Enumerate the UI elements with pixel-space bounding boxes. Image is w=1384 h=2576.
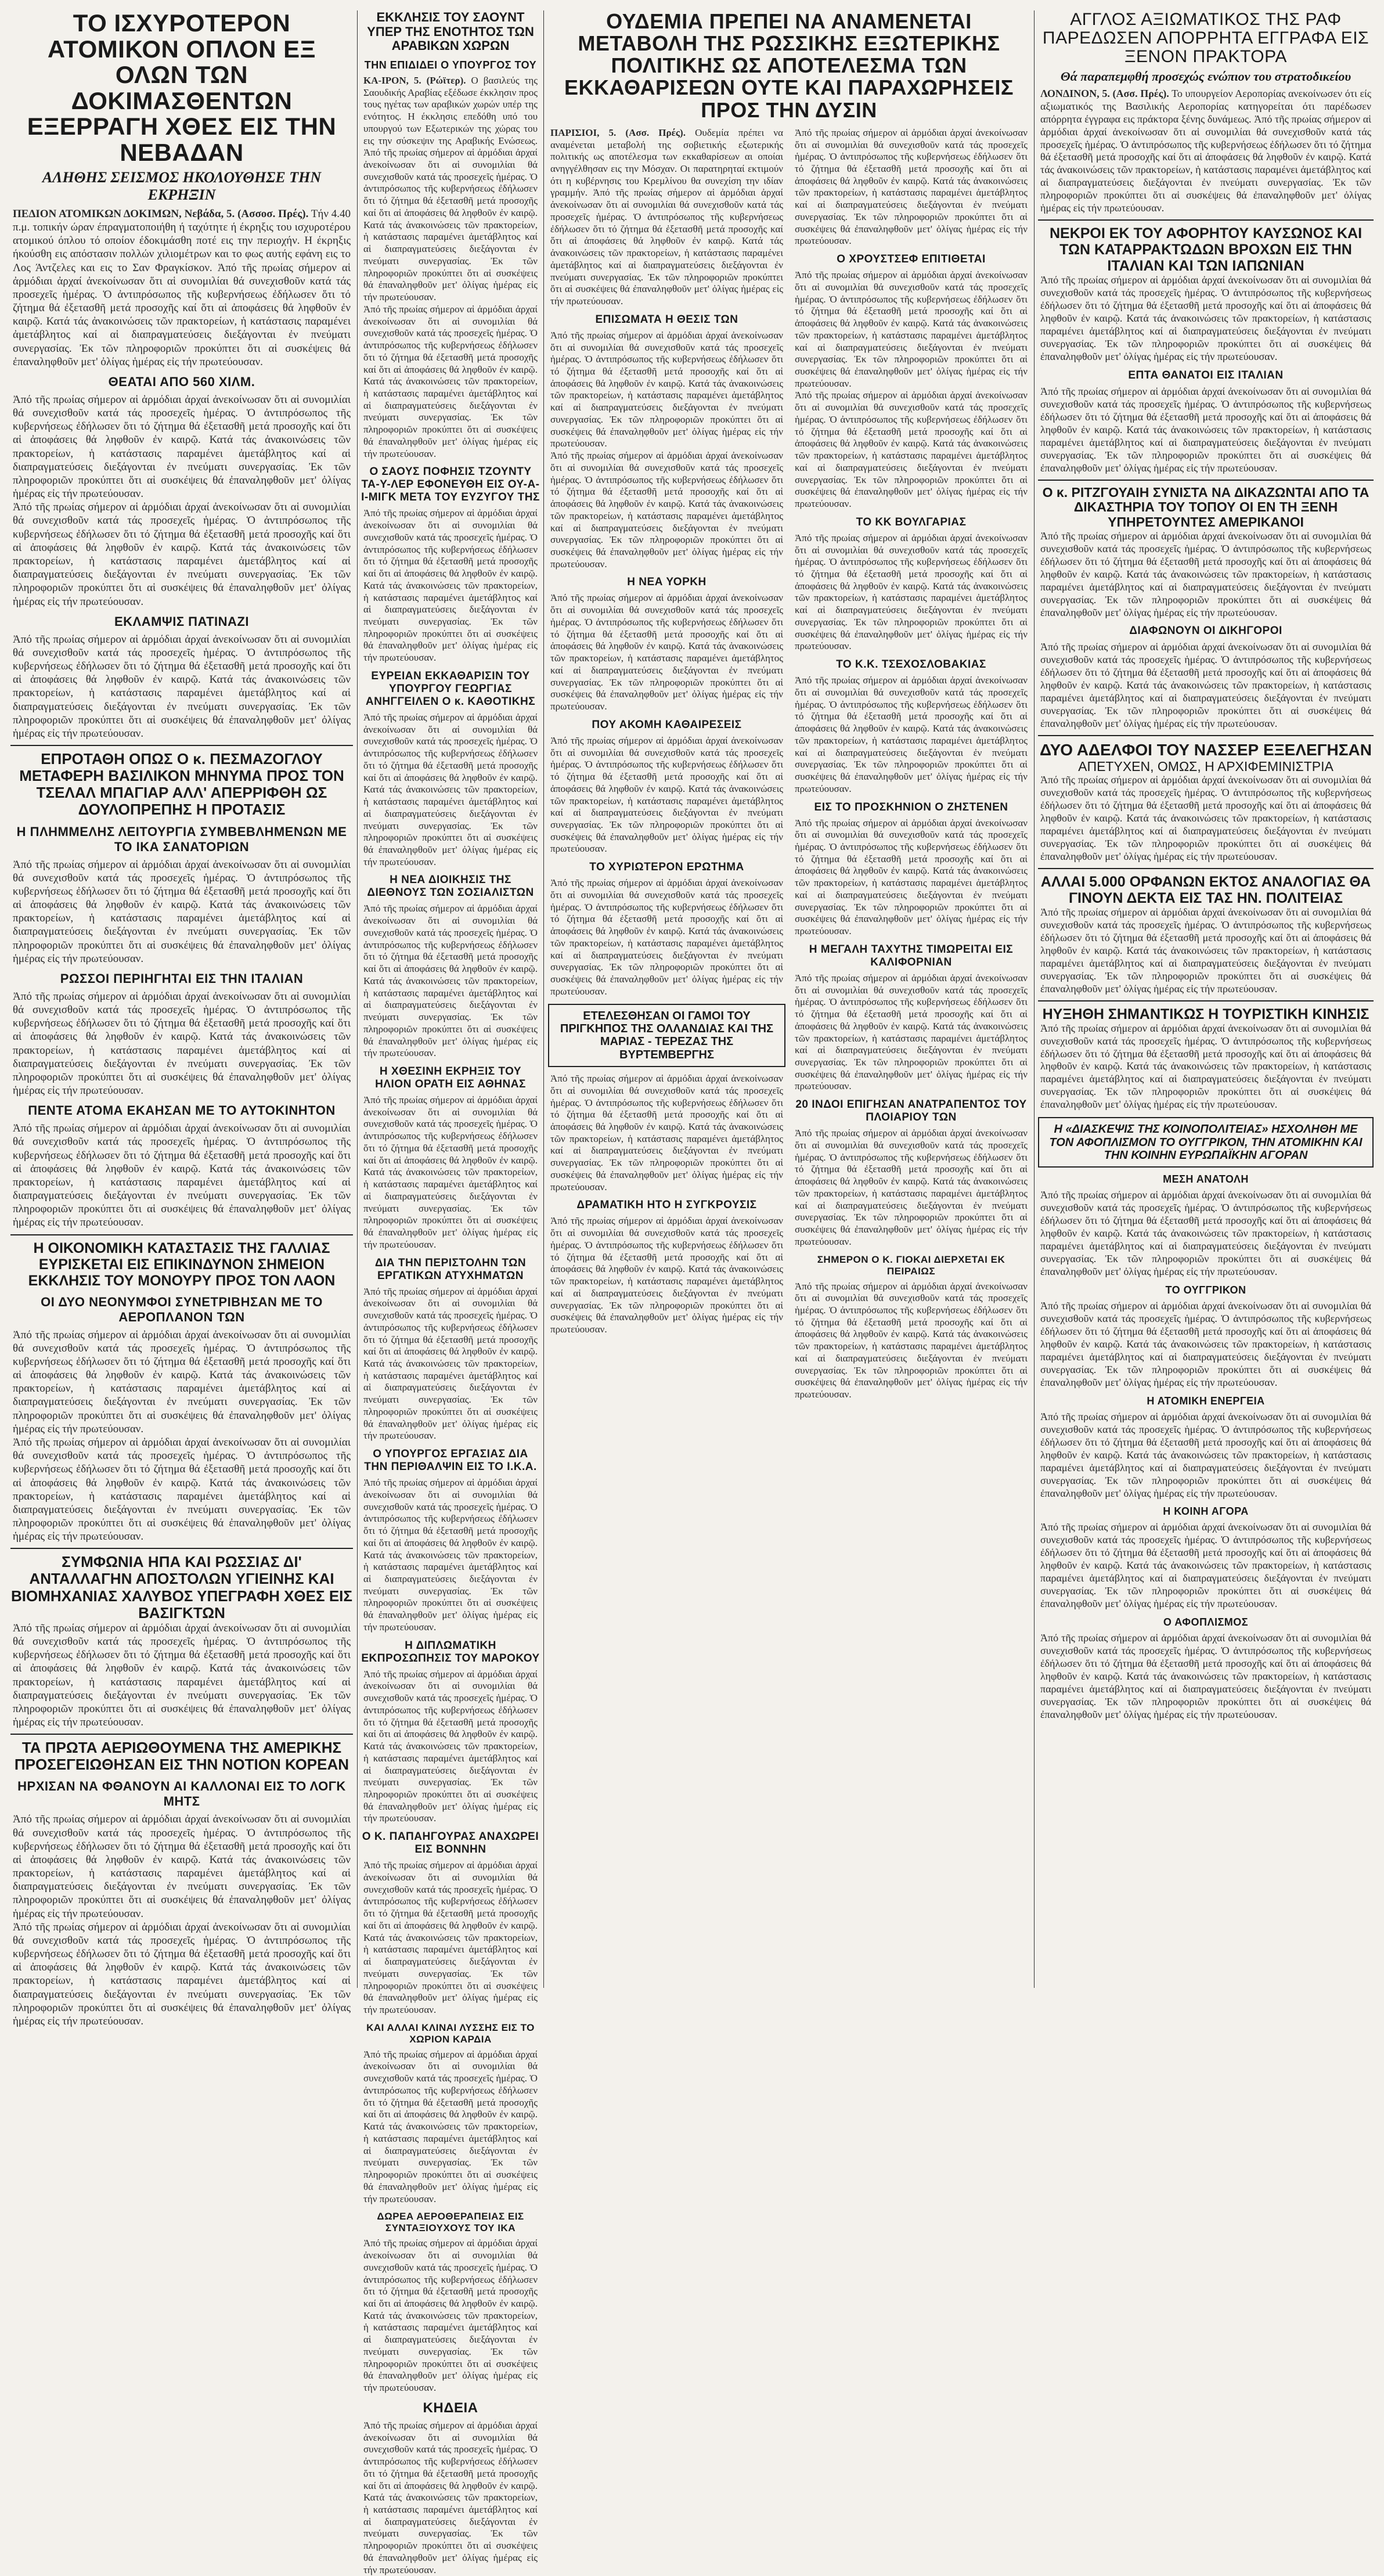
section-heading: ΤΗΝ ΕΠΙΔΙΔΕΙ Ο ΥΠΟΥΡΓΟΣ ΤΟΥ <box>364 59 537 71</box>
headline-raf: ΑΓΓΛΟΣ ΑΞΙΩΜΑΤΙΚΟΣ ΤΗΣ ΡΑΦ ΠΑΡΕΔΩΣΕΝ ΑΠΟΡΡΗΤΑ ΕΓΓΡΑΦΑ ΕΙΣ ΞΕΝΟΝ ΠΡΑΚΤΟΡΑ <box>1042 10 1369 66</box>
section-heading: Ο Κ. ΠΑΠΑΗΓΟΥΡΑΣ ΑΝΑΧΩΡΕΙ ΕΙΣ ΒΟΝΝΗΝ <box>362 1831 539 1856</box>
section-heading: ΔΡΑΜΑΤΙΚΗ ΗΤΟ Η ΣΥΓΚΡΟΥΣΙΣ <box>576 1199 757 1212</box>
article-body: Ἀπό τῆς πρωίας σήμερον αἱ ἀρμόδιαι ἀρχαί ἀνεκοίνωσαν ὅτι αἱ συνομιλίαι θά συνεχισθοῦν κατά τάς προσεχεῖς ἡμέρας. Ὁ ἀντιπρόσωπος τῆς κυβερνήσεως ἐδήλωσεν ὅτι τό ζήτημα θά ἐξετασθῆ μετά προσοχῆς καί ὅτι αἱ ἀποφάσεις θά ληφθοῦν ἐν καιρῷ. Κατά τάς ἀνακοινώσεις τῶν πρακτορείων, ἡ κατάστασις παραμένει ἀμετάβλητος καί αἱ διαπραγματεύσεις διεξάγονται ἐν πνεύματι συνεργασίας. Ἐκ τῶν πληροφοριῶν προκύπτει ὅτι αἱ συσκέψεις θά ἐπαναληφθοῦν μετ' ὀλίγας ἡμέρας εἰς τήν πρωτεύουσαν. <box>1040 385 1371 474</box>
section-heading: Η ΔΙΠΛΩΜΑΤΙΚΗ ΕΚΠΡΟΣΩΠΗΣΙΣ ΤΟΥ ΜΑΡΟΚΟΥ <box>361 1639 540 1665</box>
boxed-article-commonwealth: Η «ΔΙΑΣΚΕΨΙΣ ΤΗΣ ΚΟΙΝΟΠΟΛΙΤΕΙΑΣ» ΗΣΧΟΛΗΘΗ ΜΕ ΤΟΝ ΑΦΟΠΛΙΣΜΟΝ ΤΟ ΟΥΓΓΡΙΚΟΝ, ΤΗΝ ΑΤΟΜΙΚΗΝ ΚΑΙ ΤΗΝ ΚΟΙΝΗΝ ΕΥΡΩΠΑΪΚΗΝ ΑΓΟΡΑΝ <box>1038 1117 1374 1168</box>
section-heading: Ο ΧΡΟΥΣΤΣΕΦ ΕΠΙΤΙΘΕΤΑΙ <box>837 253 986 266</box>
section-heading: ΔΙΑΦΩΝΟΥΝ ΟΙ ΔΙΚΗΓΟΡΟΙ <box>1129 625 1282 637</box>
article-body: Ἀπό τῆς πρωίας σήμερον αἱ ἀρμόδιαι ἀρχαί ἀνεκοίνωσαν ὅτι αἱ συνομιλίαι θά συνεχισθοῦν κατά τάς προσεχεῖς ἡμέρας. Ὁ ἀντιπρόσωπος τῆς κυβερνήσεως ἐδήλωσεν ὅτι τό ζήτημα θά ἐξετασθῆ μετά προσοχῆς καί ὅτι αἱ ἀποφάσεις θά ληφθοῦν ἐν καιρῷ. Κατά τάς ἀνακοινώσεις τῶν πρακτορείων, ἡ κατάστασις παραμένει ἀμετάβλητος καί αἱ διαπραγματεύσεις διεξάγονται ἐν πνεύματι συνεργασίας. Ἐκ τῶν πληροφοριῶν προκύπτει ὅτι αἱ συσκέψεις θά ἐπαναληφθοῦν μετ' ὀλίγας ἡμέρας εἰς τήν πρωτεύουσαν. <box>795 675 1028 794</box>
article-body: Ἀπό τῆς πρωίας σήμερον αἱ ἀρμόδιαι ἀρχαί ἀνεκοίνωσαν ὅτι αἱ συνομιλίαι θά συνεχισθοῦν κατά τάς προσεχεῖς ἡμέρας. Ὁ ἀντιπρόσωπος τῆς κυβερνήσεως ἐδήλωσεν ὅτι τό ζήτημα θά ἐξετασθῆ μετά προσοχῆς καί ὅτι αἱ ἀποφάσεις θά ληφθοῦν ἐν καιρῷ. Κατά τάς ἀνακοινώσεις τῶν πρακτορείων, ἡ κατάστασις παραμένει ἀμετάβλητος καί αἱ διαπραγματεύσεις διεξάγονται ἐν πνεύματι συνεργασίας. Ἐκ τῶν πληροφοριῶν προκύπτει ὅτι αἱ συσκέψεις θά ἐπαναληφθοῦν μετ' ὀλίγας ἡμέρας εἰς τήν πρωτεύουσαν. <box>550 734 783 855</box>
article-body: Ἀπό τῆς πρωίας σήμερον αἱ ἀρμόδιαι ἀρχαί ἀνεκοίνωσαν ὅτι αἱ συνομιλίαι θά συνεχισθοῦν κατά τάς προσεχεῖς ἡμέρας. Ὁ ἀντιπρόσωπος τῆς κυβερνήσεως ἐδήλωσεν ὅτι τό ζήτημα θά ἐξετασθῆ μετά προσοχῆς καί ὅτι αἱ ἀποφάσεις θά ληφθοῦν ἐν καιρῷ. Κατά τάς ἀνακοινώσεις τῶν πρακτορείων, ἡ κατάστασις παραμένει ἀμετάβλητος καί αἱ διαπραγματεύσεις διεξάγονται ἐν πνεύματι συνεργασίας. Ἐκ τῶν πληροφοριῶν προκύπτει ὅτι αἱ συσκέψεις θά ἐπαναληφθοῦν μετ' ὀλίγας ἡμέρας εἰς τήν πρωτεύουσαν. <box>795 127 1028 247</box>
article-body: Ἀπό τῆς πρωίας σήμερον αἱ ἀρμόδιαι ἀρχαί ἀνεκοίνωσαν ὅτι αἱ συνομιλίαι θά συνεχισθοῦν κατά τάς προσεχεῖς ἡμέρας. Ὁ ἀντιπρόσωπος τῆς κυβερνήσεως ἐδήλωσεν ὅτι τό ζήτημα θά ἐξετασθῆ μετά προσοχῆς καί ὅτι αἱ ἀποφάσεις θά ληφθοῦν ἐν καιρῷ. Κατά τάς ἀνακοινώσεις τῶν πρακτορείων, ἡ κατάστασις παραμένει ἀμετάβλητος καί αἱ διαπραγματεύσεις διεξάγονται ἐν πνεύματι συνεργασίας. Ἐκ τῶν πληροφοριῶν προκύπτει ὅτι αἱ συσκέψεις θά ἐπαναληφθοῦν μετ' ὀλίγας ἡμέρας εἰς τήν πρωτεύουσαν. <box>795 269 1028 389</box>
article-body: Ἀπό τῆς πρωίας σήμερον αἱ ἀρμόδιαι ἀρχαί ἀνεκοίνωσαν ὅτι αἱ συνομιλίαι θά συνεχισθοῦν κατά τάς προσεχεῖς ἡμέρας. Ὁ ἀντιπρόσωπος τῆς κυβερνήσεως ἐδήλωσεν ὅτι τό ζήτημα θά ἐξετασθῆ μετά προσοχῆς καί ὅτι αἱ ἀποφάσεις θά ληφθοῦν ἐν καιρῷ. Κατά τάς ἀνακοινώσεις τῶν πρακτορείων, ἡ κατάστασις παραμένει ἀμετάβλητος καί αἱ διαπραγματεύσεις διεξάγονται ἐν πνεύματι συνεργασίας. Ἐκ τῶν πληροφοριῶν προκύπτει ὅτι αἱ συσκέψεις θά ἐπαναληφθοῦν μετ' ὀλίγας ἡμέρας εἰς τήν πρωτεύουσαν. <box>795 1280 1028 1400</box>
headline-russian-policy: ΟΥΔΕΜΙΑ ΠΡΕΠΕΙ ΝΑ ΑΝΑΜΕΝΕΤΑΙ ΜΕΤΑΒΟΛΗ ΤΗΣ ΡΩΣΣΙΚΗΣ ΕΞΩΤΕΡΙΚΗΣ ΠΟΛΙΤΙΚΗΣ ΩΣ ΑΠΟΤΕΛΕΣΜΑ ΤΩΝ ΕΚΚΑΘΑΡΙΣΕΩΝ ΟΥΤΕ ΚΑΙ ΠΑΡΑΧΩΡΗΣΕΙΣ ΠΡΟΣ ΤΗΝ ΔΥΣΙΝ <box>564 9 1014 122</box>
headline-heatwave: ΝΕΚΡΟΙ ΕΚ ΤΟΥ ΑΦΟΡΗΤΟΥ ΚΑΥΣΩΝΟΣ ΚΑΙ ΤΩΝ ΚΑΤΑΡΡΑΚΤΩΔΩΝ ΒΡΟΧΩΝ ΕΙΣ ΤΗΝ ΙΤΑΛΙΑΝ ΚΑΙ ΤΩΝ ΙΑΠΩΝΙΑΝ <box>1049 225 1363 275</box>
section-heading: ΤΟ ΟΥΓΓΡΙΚΟΝ <box>1165 1284 1246 1296</box>
article-body: Ἀπό τῆς πρωίας σήμερον αἱ ἀρμόδιαι ἀρχαί ἀνεκοίνωσαν ὅτι αἱ συνομιλίαι θά συνεχισθοῦν κατά τάς προσεχεῖς ἡμέρας. Ὁ ἀντιπρόσωπος τῆς κυβερνήσεως ἐδήλωσεν ὅτι τό ζήτημα θά ἐξετασθῆ μετά προσοχῆς καί ὅτι αἱ ἀποφάσεις θά ληφθοῦν ἐν καιρῷ. Κατά τάς ἀνακοινώσεις τῶν πρακτορείων, ἡ κατάστασις παραμένει ἀμετάβλητος καί αἱ διαπραγματεύσεις διεξάγονται ἐν πνεύματι συνεργασίας. Ἐκ τῶν πληροφοριῶν προκύπτει ὅτι αἱ συσκέψεις θά ἐπαναληφθοῦν μετ' ὀλίγας ἡμέρας εἰς τήν πρωτεύουσαν. <box>363 2048 538 2204</box>
article-body: Ἀπό τῆς πρωίας σήμερον αἱ ἀρμόδιαι ἀρχαί ἀνεκοίνωσαν ὅτι αἱ συνομιλίαι θά συνεχισθοῦν κατά τάς προσεχεῖς ἡμέρας. Ὁ ἀντιπρόσωπος τῆς κυβερνήσεως ἐδήλωσεν ὅτι τό ζήτημα θά ἐξετασθῆ μετά προσοχῆς καί ὅτι αἱ ἀποφάσεις θά ληφθοῦν ἐν καιρῷ. Κατά τάς ἀνακοινώσεις τῶν πρακτορείων, ἡ κατάστασις παραμένει ἀμετάβλητος καί αἱ διαπραγματεύσεις διεξάγονται ἐν πνεύματι συνεργασίας. Ἐκ τῶν πληροφοριῶν προκύπτει ὅτι αἱ συσκέψεις θά ἐπαναληφθοῦν μετ' ὀλίγας ἡμέρας εἰς τήν πρωτεύουσαν. <box>363 1477 538 1633</box>
section-heading: ΕΚΛΑΜΨΙΣ ΠΑΤΙΝΑΖΙ <box>114 614 249 629</box>
headline-atomic: ΤΟ ΙΣΧΥΡΟΤΕΡΟΝ ΑΤΟΜΙΚΟΝ ΟΠΛΟΝ ΕΞ ΟΛΩΝ ΤΩΝ ΔΟΚΙΜΑΣΘΕΝΤΩΝ ΕΞΕΡΡΑΓΗ ΧΘΕΣ ΕΙΣ ΤΗΝ ΝΕΒΑΔΑΝ <box>27 9 337 166</box>
headline-tourism: ΗΥΞΗΘΗ ΣΗΜΑΝΤΙΚΩΣ Η ΤΟΥΡΙΣΤΙΚΗ ΚΙΝΗΣΙΣ <box>1042 1006 1369 1022</box>
article-body: Ἀπό τῆς πρωίας σήμερον αἱ ἀρμόδιαι ἀρχαί ἀνεκοίνωσαν ὅτι αἱ συνομιλίαι θά συνεχισθοῦν κατά τάς προσεχεῖς ἡμέρας. Ὁ ἀντιπρόσωπος τῆς κυβερνήσεως ἐδήλωσεν ὅτι τό ζήτημα θά ἐξετασθῆ μετά προσοχῆς καί ὅτι αἱ ἀποφάσεις θά ληφθοῦν ἐν καιρῷ. Κατά τάς ἀνακοινώσεις τῶν πρακτορείων, ἡ κατάστασις παραμένει ἀμετάβλητος καί αἱ διαπραγματεύσεις διεξάγονται ἐν πνεύματι συνεργασίας. Ἐκ τῶν πληροφοριῶν προκύπτει ὅτι αἱ συσκέψεις θά ἐπαναληφθοῦν μετ' ὀλίγας ἡμέρας εἰς τήν πρωτεύουσαν. <box>363 303 538 459</box>
article-body: Ἀπό τῆς πρωίας σήμερον αἱ ἀρμόδιαι ἀρχαί ἀνεκοίνωσαν ὅτι αἱ συνομιλίαι θά συνεχισθοῦν κατά τάς προσεχεῖς ἡμέρας. Ὁ ἀντιπρόσωπος τῆς κυβερνήσεως ἐδήλωσεν ὅτι τό ζήτημα θά ἐξετασθῆ μετά προσοχῆς καί ὅτι αἱ ἀποφάσεις θά ληφθοῦν ἐν καιρῷ. Κατά τάς ἀνακοινώσεις τῶν πρακτορείων, ἡ κατάστασις παραμένει ἀμετάβλητος καί αἱ διαπραγματεύσεις διεξάγονται ἐν πνεύματι συνεργασίας. Ἐκ τῶν πληροφοριῶν προκύπτει ὅτι αἱ συσκέψεις θά ἐπαναληφθοῦν μετ' ὀλίγας ἡμέρας εἰς τήν πρωτεύουσαν. <box>13 1122 351 1229</box>
section-heading: 20 ΙΝΔΟΙ ΕΠΙΓΗΣΑΝ ΑΝΑΤΡΑΠΕΝΤΟΣ ΤΟΥ ΠΛΟΙΑΡΙΟΥ ΤΩΝ <box>795 1098 1027 1124</box>
section-heading: Ο ΣΑΟΥΣ ΠΟΦΗΣΙΣ ΤΖΟΥΝΤΥ ΤΑ-Υ-ΛΕΡ ΕΦΟΝΕΥΘΗ ΕΙΣ ΟΥ-Α-Ι-ΜΙΓΚ ΜΕΤΑ ΤΟΥ ΕΥΖΥΓΟΥ ΤΗΣ <box>361 466 540 504</box>
section-heading: ΠΟΥ ΑΚΟΜΗ ΚΑΘΑΙΡΕΣΕΙΣ <box>592 718 742 731</box>
column-1 <box>10 9 353 2027</box>
article-body: ΚΑ-ΙΡΟΝ, 5. (Ρώϊτερ). Ο βασιλεύς της Σαουδικής Αραβίας εξέδωσε έκκλησιν προς τους ηγέτας των αραβικών χωρών υπέρ της ενότητος. Η έκκλησις επεδόθη υπό του υπουργού των Εξωτερικών της χώρας του εις την σύσκεψιν της Αραβικής Ενώσεως. Ἀπό τῆς πρωίας σήμερον αἱ ἀρμόδιαι ἀρχαί ἀνεκοίνωσαν ὅτι αἱ συνομιλίαι θά συνεχισθοῦν κατά τάς προσεχεῖς ἡμέρας. Ὁ ἀντιπρόσωπος τῆς κυβερνήσεως ἐδήλωσεν ὅτι τό ζήτημα θά ἐξετασθῆ μετά προσοχῆς καί ὅτι αἱ ἀποφάσεις θά ληφθοῦν ἐν καιρῷ. Κατά τάς ἀνακοινώσεις τῶν πρακτορείων, ἡ κατάστασις παραμένει ἀμετάβλητος καί αἱ διαπραγματεύσεις διεξάγονται ἐν πνεύματι συνεργασίας. Ἐκ τῶν πληροφοριῶν προκύπτει ὅτι αἱ συσκέψεις θά ἐπαναληφθοῦν μετ' ὀλίγας ἡμέρας εἰς τήν πρωτεύουσαν. <box>363 74 538 303</box>
section-heading: ΘΕΑΤΑΙ ΑΠΟ 560 ΧΙΛΜ. <box>108 374 255 389</box>
article-body: Ἀπό τῆς πρωίας σήμερον αἱ ἀρμόδιαι ἀρχαί ἀνεκοίνωσαν ὅτι αἱ συνομιλίαι θά συνεχισθοῦν κατά τάς προσεχεῖς ἡμέρας. Ὁ ἀντιπρόσωπος τῆς κυβερνήσεως ἐδήλωσεν ὅτι τό ζήτημα θά ἐξετασθῆ μετά προσοχῆς καί ὅτι αἱ ἀποφάσεις θά ληφθοῦν ἐν καιρῷ. Κατά τάς ἀνακοινώσεις τῶν πρακτορείων, ἡ κατάστασις παραμένει ἀμετάβλητος καί αἱ διαπραγματεύσεις διεξάγονται ἐν πνεύματι συνεργασίας. Ἐκ τῶν πληροφοριῶν προκύπτει ὅτι αἱ συσκέψεις θά ἐπαναληφθοῦν μετ' ὀλίγας ἡμέρας εἰς τήν πρωτεύουσαν. <box>363 1285 538 1442</box>
section-heading: ΡΩΣΣΟΙ ΠΕΡΙΗΓΗΤΑΙ ΕΙΣ ΤΗΝ ΙΤΑΛΙΑΝ <box>60 971 304 986</box>
column-rule <box>357 10 358 1988</box>
article-body: Ἀπό τῆς πρωίας σήμερον αἱ ἀρμόδιαι ἀρχαί ἀνεκοίνωσαν ὅτι αἱ συνομιλίαι θά συνεχισθοῦν κατά τάς προσεχεῖς ἡμέρας. Ὁ ἀντιπρόσωπος τῆς κυβερνήσεως ἐδήλωσεν ὅτι τό ζήτημα θά ἐξετασθῆ μετά προσοχῆς καί ὅτι αἱ ἀποφάσεις θά ληφθοῦν ἐν καιρῷ. Κατά τάς ἀνακοινώσεις τῶν πρακτορείων, ἡ κατάστασις παραμένει ἀμετάβλητος καί αἱ διαπραγματεύσεις διεξάγονται ἐν πνεύματι συνεργασίας. Ἐκ τῶν πληροφοριῶν προκύπτει ὅτι αἱ συσκέψεις θά ἐπαναληφθοῦν μετ' ὀλίγας ἡμέρας εἰς τήν πρωτεύουσαν. <box>795 390 1028 510</box>
article-body: ΛΟΝΔΙΝΟΝ, 5. (Ασσ. Πρές). Το υπουργείον Αεροπορίας ανεκοίνωσεν ότι είς αξιωματικός της Βασιλικής Αεροπορίας κατηγορείται ότι παρέδωσεν απόρρητα έγγραφα εις πράκτορα ξένης δυνάμεως. Ἀπό τῆς πρωίας σήμερον αἱ ἀρμόδιαι ἀρχαί ἀνεκοίνωσαν ὅτι αἱ συνομιλίαι θά συνεχισθοῦν κατά τάς προσεχεῖς ἡμέρας. Ὁ ἀντιπρόσωπος τῆς κυβερνήσεως ἐδήλωσεν ὅτι τό ζήτημα θά ἐξετασθῆ μετά προσοχῆς καί ὅτι αἱ ἀποφάσεις θά ληφθοῦν ἐν καιρῷ. Κατά τάς ἀνακοινώσεις τῶν πρακτορείων, ἡ κατάστασις παραμένει ἀμετάβλητος καί αἱ διαπραγματεύσεις διεξάγονται ἐν πνεύματι συνεργασίας. Ἐκ τῶν πληροφοριῶν προκύπτει ὅτι αἱ συσκέψεις θά ἐπαναληφθοῦν μετ' ὀλίγας ἡμέρας εἰς τήν πρωτεύουσαν. <box>1040 87 1372 214</box>
article-body: Ἀπό τῆς πρωίας σήμερον αἱ ἀρμόδιαι ἀρχαί ἀνεκοίνωσαν ὅτι αἱ συνομιλίαι θά συνεχισθοῦν κατά τάς προσεχεῖς ἡμέρας. Ὁ ἀντιπρόσωπος τῆς κυβερνήσεως ἐδήλωσεν ὅτι τό ζήτημα θά ἐξετασθῆ μετά προσοχῆς καί ὅτι αἱ ἀποφάσεις θά ληφθοῦν ἐν καιρῷ. Κατά τάς ἀνακοινώσεις τῶν πρακτορείων, ἡ κατάστασις παραμένει ἀμετάβλητος καί αἱ διαπραγματεύσεις διεξάγονται ἐν πνεύματι συνεργασίας. Ἐκ τῶν πληροφοριῶν προκύπτει ὅτι αἱ συσκέψεις θά ἐπαναληφθοῦν μετ' ὀλίγας ἡμέρας εἰς τήν πρωτεύουσαν. <box>13 858 351 965</box>
section-heading: Η ΚΟΙΝΗ ΑΓΟΡΑ <box>1163 1505 1249 1518</box>
column-3 <box>548 10 1030 1988</box>
headline-ridgway: Ο κ. ΡΙΤΖΓΟΥΑΙΗ ΣΥΝΙΣΤΑ ΝΑ ΔΙΚΑΖΩΝΤΑΙ ΑΠΟ ΤΑ ΔΙΚΑΣΤΗΡΙΑ ΤΟΥ ΤΟΠΟΥ ΟΙ ΕΝ ΤΗ ΞΕΝΗ ΥΠΗΡΕΤΟΥΝΤΕΣ ΑΜΕΡΙΚΑΝΟΙ <box>1042 484 1369 530</box>
article-body: Ἀπό τῆς πρωίας σήμερον αἱ ἀρμόδιαι ἀρχαί ἀνεκοίνωσαν ὅτι αἱ συνομιλίαι θά συνεχισθοῦν κατά τάς προσεχεῖς ἡμέρας. Ὁ ἀντιπρόσωπος τῆς κυβερνήσεως ἐδήλωσεν ὅτι τό ζήτημα θά ἐξετασθῆ μετά προσοχῆς καί ὅτι αἱ ἀποφάσεις θά ληφθοῦν ἐν καιρῷ. Κατά τάς ἀνακοινώσεις τῶν πρακτορείων, ἡ κατάστασις παραμένει ἀμετάβλητος καί αἱ διαπραγματεύσεις διεξάγονται ἐν πνεύματι συνεργασίας. Ἐκ τῶν πληροφοριῶν προκύπτει ὅτι αἱ συσκέψεις θά ἐπαναληφθοῦν μετ' ὀλίγας ἡμέρας εἰς τήν πρωτεύουσαν. <box>13 633 351 740</box>
section-heading: ΚΑΙ ΑΛΛΑΙ ΚΛΙΝΑΙ ΛΥΣΣΗΣ ΕΙΣ ΤΟ ΧΩΡΙΟΝ ΚΑΡΔΙΑ <box>366 2022 535 2045</box>
section-heading: Η ΜΕΓΑΛΗ ΤΑΧΥΤΗΣ ΤΙΜΩΡΕΙΤΑΙ ΕΙΣ ΚΑΛΙΦΟΡΝΙΑΝ <box>809 943 1014 968</box>
article-body: Ἀπό τῆς πρωίας σήμερον αἱ ἀρμόδιαι ἀρχαί ἀνεκοίνωσαν ὅτι αἱ συνομιλίαι θά συνεχισθοῦν κατά τάς προσεχεῖς ἡμέρας. Ὁ ἀντιπρόσωπος τῆς κυβερνήσεως ἐδήλωσεν ὅτι τό ζήτημα θά ἐξετασθῆ μετά προσοχῆς καί ὅτι αἱ ἀποφάσεις θά ληφθοῦν ἐν καιρῷ. Κατά τάς ἀνακοινώσεις τῶν πρακτορείων, ἡ κατάστασις παραμένει ἀμετάβλητος καί αἱ διαπραγματεύσεις διεξάγονται ἐν πνεύματι συνεργασίας. Ἐκ τῶν πληροφοριῶν προκύπτει ὅτι αἱ συσκέψεις θά ἐπαναληφθοῦν μετ' ὀλίγας ἡμέρας εἰς τήν πρωτεύουσαν. <box>795 972 1028 1092</box>
subheadline-feminist: ΑΠΕΤΥΧΕΝ, ΟΜΩΣ, Η ΑΡΧΙΦΕΜΙΝΙΣΤΡΙΑ <box>1078 758 1333 774</box>
article-body: Ἀπό τῆς πρωίας σήμερον αἱ ἀρμόδιαι ἀρχαί ἀνεκοίνωσαν ὅτι αἱ συνομιλίαι θά συνεχισθοῦν κατά τάς προσεχεῖς ἡμέρας. Ὁ ἀντιπρόσωπος τῆς κυβερνήσεως ἐδήλωσεν ὅτι τό ζήτημα θά ἐξετασθῆ μετά προσοχῆς καί ὅτι αἱ ἀποφάσεις θά ληφθοῦν ἐν καιρῷ. Κατά τάς ἀνακοινώσεις τῶν πρακτορείων, ἡ κατάστασις παραμένει ἀμετάβλητος καί αἱ διαπραγματεύσεις διεξάγονται ἐν πνεύματι συνεργασίας. Ἐκ τῶν πληροφοριῶν προκύπτει ὅτι αἱ συσκέψεις θά ἐπαναληφθοῦν μετ' ὀλίγας ἡμέρας εἰς τήν πρωτεύουσαν. <box>363 507 538 664</box>
section-heading: ΜΕΣΗ ΑΝΑΤΟΛΗ <box>1163 1173 1249 1186</box>
section-heading: ΕΥΡΕΙΑΝ ΕΚΚΑΘΑΡΙΣΙΝ ΤΟΥ ΥΠΟΥΡΓΟΥ ΓΕΩΡΓΙΑΣ ΑΝΗΓΓΕΙΛΕΝ Ο κ. ΚΑΘΟΤΙΚΗΣ <box>365 669 536 708</box>
article-body: Ἀπό τῆς πρωίας σήμερον αἱ ἀρμόδιαι ἀρχαί ἀνεκοίνωσαν ὅτι αἱ συνομιλίαι θά συνεχισθοῦν κατά τάς προσεχεῖς ἡμέρας. Ὁ ἀντιπρόσωπος τῆς κυβερνήσεως ἐδήλωσεν ὅτι τό ζήτημα θά ἐξετασθῆ μετά προσοχῆς καί ὅτι αἱ ἀποφάσεις θά ληφθοῦν ἐν καιρῷ. Κατά τάς ἀνακοινώσεις τῶν πρακτορείων, ἡ κατάστασις παραμένει ἀμετάβλητος καί αἱ διαπραγματεύσεις διεξάγονται ἐν πνεύματι συνεργασίας. Ἐκ τῶν πληροφοριῶν προκύπτει ὅτι αἱ συσκέψεις θά ἐπαναληφθοῦν μετ' ὀλίγας ἡμέρας εἰς τήν πρωτεύουσαν. <box>1040 906 1371 995</box>
column-rule <box>1034 10 1035 1988</box>
article-body: Ἀπό τῆς πρωίας σήμερον αἱ ἀρμόδιαι ἀρχαί ἀνεκοίνωσαν ὅτι αἱ συνομιλίαι θά συνεχισθοῦν κατά τάς προσεχεῖς ἡμέρας. Ὁ ἀντιπρόσωπος τῆς κυβερνήσεως ἐδήλωσεν ὅτι τό ζήτημα θά ἐξετασθῆ μετά προσοχῆς καί ὅτι αἱ ἀποφάσεις θά ληφθοῦν ἐν καιρῷ. Κατά τάς ἀνακοινώσεις τῶν πρακτορείων, ἡ κατάστασις παραμένει ἀμετάβλητος καί αἱ διαπραγματεύσεις διεξάγονται ἐν πνεύματι συνεργασίας. Ἐκ τῶν πληροφοριῶν προκύπτει ὅτι αἱ συσκέψεις θά ἐπαναληφθοῦν μετ' ὀλίγας ἡμέρας εἰς τήν πρωτεύουσαν. <box>550 329 783 449</box>
article-body: Ἀπό τῆς πρωίας σήμερον αἱ ἀρμόδιαι ἀρχαί ἀνεκοίνωσαν ὅτι αἱ συνομιλίαι θά συνεχισθοῦν κατά τάς προσεχεῖς ἡμέρας. Ὁ ἀντιπρόσωπος τῆς κυβερνήσεως ἐδήλωσεν ὅτι τό ζήτημα θά ἐξετασθῆ μετά προσοχῆς καί ὅτι αἱ ἀποφάσεις θά ληφθοῦν ἐν καιρῷ. Κατά τάς ἀνακοινώσεις τῶν πρακτορείων, ἡ κατάστασις παραμένει ἀμετάβλητος καί αἱ διαπραγματεύσεις διεξάγονται ἐν πνεύματι συνεργασίας. Ἐκ τῶν πληροφοριῶν προκύπτει ὅτι αἱ συσκέψεις θά ἐπαναληφθοῦν μετ' ὀλίγας ἡμέρας εἰς τήν πρωτεύουσαν. <box>1040 774 1371 862</box>
headline-jets-korea: ΤΑ ΠΡΩΤΑ ΑΕΡΙΩΘΟΥΜΕΝΑ ΤΗΣ ΑΜΕΡΙΚΗΣ ΠΡΟΣΕΓΕΙΩΘΗΣΑΝ ΕΙΣ ΤΗΝ ΝΟΤΙΟΝ ΚΟΡΕΑΝ <box>14 1739 349 1774</box>
subcolumn-a <box>548 127 785 1401</box>
headline-france: Η ΟΙΚΟΝΟΜΙΚΗ ΚΑΤΑΣΤΑΣΙΣ ΤΗΣ ΓΑΛΛΙΑΣ ΕΥΡΙΣΚΕΤΑΙ ΕΙΣ ΕΠΙΚΙΝΔΥΝΟΝ ΣΗΜΕΙΟΝ ΕΚΚΛΗΣΙΣ ΤΟΥ ΜΟΝΟΥΡΥ ΠΡΟΣ ΤΟΝ ΛΑΟΝ <box>28 1240 336 1289</box>
article-body: Ἀπό τῆς πρωίας σήμερον αἱ ἀρμόδιαι ἀρχαί ἀνεκοίνωσαν ὅτι αἱ συνομιλίαι θά συνεχισθοῦν κατά τάς προσεχεῖς ἡμέρας. Ὁ ἀντιπρόσωπος τῆς κυβερνήσεως ἐδήλωσεν ὅτι τό ζήτημα θά ἐξετασθῆ μετά προσοχῆς καί ὅτι αἱ ἀποφάσεις θά ληφθοῦν ἐν καιρῷ. Κατά τάς ἀνακοινώσεις τῶν πρακτορείων, ἡ κατάστασις παραμένει ἀμετάβλητος καί αἱ διαπραγματεύσεις διεξάγονται ἐν πνεύματι συνεργασίας. Ἐκ τῶν πληροφοριῶν προκύπτει ὅτι αἱ συσκέψεις θά ἐπαναληφθοῦν μετ' ὀλίγας ἡμέρας εἰς τήν πρωτεύουσαν. <box>550 592 783 712</box>
headline-orphans: ΑΛΛΑΙ 5.000 ΟΡΦΑΝΩΝ ΕΚΤΟΣ ΑΝΑΛΟΓΙΑΣ ΘΑ ΓΙΝΟΥΝ ΔΕΚΤΑ ΕΙΣ ΤΑΣ ΗΝ. ΠΟΛΙΤΕΙΑΣ <box>1040 873 1371 906</box>
article-body: Ἀπό τῆς πρωίας σήμερον αἱ ἀρμόδιαι ἀρχαί ἀνεκοίνωσαν ὅτι αἱ συνομιλίαι θά συνεχισθοῦν κατά τάς προσεχεῖς ἡμέρας. Ὁ ἀντιπρόσωπος τῆς κυβερνήσεως ἐδήλωσεν ὅτι τό ζήτημα θά ἐξετασθῆ μετά προσοχῆς καί ὅτι αἱ ἀποφάσεις θά ληφθοῦν ἐν καιρῷ. Κατά τάς ἀνακοινώσεις τῶν πρακτορείων, ἡ κατάστασις παραμένει ἀμετάβλητος καί αἱ διαπραγματεύσεις διεξάγονται ἐν πνεύματι συνεργασίας. Ἐκ τῶν πληροφοριῶν προκύπτει ὅτι αἱ συσκέψεις θά ἐπαναληφθοῦν μετ' ὀλίγας ἡμέρας εἰς τήν πρωτεύουσαν. <box>13 1921 351 2027</box>
section-heading: ΟΙ ΔΥΟ ΝΕΟΝΥΜΦΟΙ ΣΥΝΕΤΡΙΒΗΣΑΝ ΜΕ ΤΟ ΑΕΡΟΠΛΑΝΟΝ ΤΩΝ <box>41 1294 323 1324</box>
column-rule <box>543 10 544 1988</box>
section-heading: Η ΠΛΗΜΜΕΛΗΣ ΛΕΙΤΟΥΡΓΙΑ ΣΥΜΒΕΒΛΗΜΕΝΩΝ ΜΕ ΤΟ ΙΚΑ ΣΑΝΑΤΟΡΙΩΝ <box>16 824 347 854</box>
column-2 <box>361 10 540 2575</box>
article-body: Ἀπό τῆς πρωίας σήμερον αἱ ἀρμόδιαι ἀρχαί ἀνεκοίνωσαν ὅτι αἱ συνομιλίαι θά συνεχισθοῦν κατά τάς προσεχεῖς ἡμέρας. Ὁ ἀντιπρόσωπος τῆς κυβερνήσεως ἐδήλωσεν ὅτι τό ζήτημα θά ἐξετασθῆ μετά προσοχῆς καί ὅτι αἱ ἀποφάσεις θά ληφθοῦν ἐν καιρῷ. Κατά τάς ἀνακοινώσεις τῶν πρακτορείων, ἡ κατάστασις παραμένει ἀμετάβλητος καί αἱ διαπραγματεύσεις διεξάγονται ἐν πνεύματι συνεργασίας. Ἐκ τῶν πληροφοριῶν προκύπτει ὅτι αἱ συσκέψεις θά ἐπαναληφθοῦν μετ' ὀλίγας ἡμέρας εἰς τήν πρωτεύουσαν. <box>13 501 351 608</box>
article-body: Ἀπό τῆς πρωίας σήμερον αἱ ἀρμόδιαι ἀρχαί ἀνεκοίνωσαν ὅτι αἱ συνομιλίαι θά συνεχισθοῦν κατά τάς προσεχεῖς ἡμέρας. Ὁ ἀντιπρόσωπος τῆς κυβερνήσεως ἐδήλωσεν ὅτι τό ζήτημα θά ἐξετασθῆ μετά προσοχῆς καί ὅτι αἱ ἀποφάσεις θά ληφθοῦν ἐν καιρῷ. Κατά τάς ἀνακοινώσεις τῶν πρακτορείων, ἡ κατάστασις παραμένει ἀμετάβλητος καί αἱ διαπραγματεύσεις διεξάγονται ἐν πνεύματι συνεργασίας. Ἐκ τῶν πληροφοριῶν προκύπτει ὅτι αἱ συσκέψεις θά ἐπαναληφθοῦν μετ' ὀλίγας ἡμέρας εἰς τήν πρωτεύουσαν. <box>13 1328 351 1435</box>
headline-saud: ΕΚΚΛΗΣΙΣ ΤΟΥ ΣΑΟΥΝΤ ΥΠΕΡ ΤΗΣ ΕΝΟΤΗΤΟΣ ΤΩΝ ΑΡΑΒΙΚΩΝ ΧΩΡΩΝ <box>367 10 534 53</box>
article-body: Ἀπό τῆς πρωίας σήμερον αἱ ἀρμόδιαι ἀρχαί ἀνεκοίνωσαν ὅτι αἱ συνομιλίαι θά συνεχισθοῦν κατά τάς προσεχεῖς ἡμέρας. Ὁ ἀντιπρόσωπος τῆς κυβερνήσεως ἐδήλωσεν ὅτι τό ζήτημα θά ἐξετασθῆ μετά προσοχῆς καί ὅτι αἱ ἀποφάσεις θά ληφθοῦν ἐν καιρῷ. Κατά τάς ἀνακοινώσεις τῶν πρακτορείων, ἡ κατάστασις παραμένει ἀμετάβλητος καί αἱ διαπραγματεύσεις διεξάγονται ἐν πνεύματι συνεργασίας. Ἐκ τῶν πληροφοριῶν προκύπτει ὅτι αἱ συσκέψεις θά ἐπαναληφθοῦν μετ' ὀλίγας ἡμέρας εἰς τήν πρωτεύουσαν. <box>13 1622 351 1729</box>
section-heading: ΔΙΑ ΤΗΝ ΠΕΡΙΣΤΟΛΗΝ ΤΩΝ ΕΡΓΑΤΙΚΩΝ ΑΤΥΧΗΜΑΤΩΝ <box>374 1256 527 1282</box>
section-heading: ΕΠΙΣΩΜΑΤΑ Η ΘΕΣΙΣ ΤΩΝ <box>595 313 738 326</box>
newspaper-page <box>10 9 1374 2575</box>
article-body: Ἀπό τῆς πρωίας σήμερον αἱ ἀρμόδιαι ἀρχαί ἀνεκοίνωσαν ὅτι αἱ συνομιλίαι θά συνεχισθοῦν κατά τάς προσεχεῖς ἡμέρας. Ὁ ἀντιπρόσωπος τῆς κυβερνήσεως ἐδήλωσεν ὅτι τό ζήτημα θά ἐξετασθῆ μετά προσοχῆς καί ὅτι αἱ ἀποφάσεις θά ληφθοῦν ἐν καιρῷ. Κατά τάς ἀνακοινώσεις τῶν πρακτορείων, ἡ κατάστασις παραμένει ἀμετάβλητος καί αἱ διαπραγματεύσεις διεξάγονται ἐν πνεύματι συνεργασίας. Ἐκ τῶν πληροφοριῶν προκύπτει ὅτι αἱ συσκέψεις θά ἐπαναληφθοῦν μετ' ὀλίγας ἡμέρας εἰς τήν πρωτεύουσαν. <box>550 450 783 570</box>
section-heading: Η ΧΘΕΣΙΝΗ ΕΚΡΗΞΙΣ ΤΟΥ ΗΛΙΟΝ ΟΡΑΤΗ ΕΙΣ ΑΘΗΝΑΣ <box>375 1065 526 1091</box>
article-body: Ἀπό τῆς πρωίας σήμερον αἱ ἀρμόδιαι ἀρχαί ἀνεκοίνωσαν ὅτι αἱ συνομιλίαι θά συνεχισθοῦν κατά τάς προσεχεῖς ἡμέρας. Ὁ ἀντιπρόσωπος τῆς κυβερνήσεως ἐδήλωσεν ὅτι τό ζήτημα θά ἐξετασθῆ μετά προσοχῆς καί ὅτι αἱ ἀποφάσεις θά ληφθοῦν ἐν καιρῷ. Κατά τάς ἀνακοινώσεις τῶν πρακτορείων, ἡ κατάστασις παραμένει ἀμετάβλητος καί αἱ διαπραγματεύσεις διεξάγονται ἐν πνεύματι συνεργασίας. Ἐκ τῶν πληροφοριῶν προκύπτει ὅτι αἱ συσκέψεις θά ἐπαναληφθοῦν μετ' ὀλίγας ἡμέρας εἰς τήν πρωτεύουσαν. <box>363 903 538 1059</box>
article-body: Ἀπό τῆς πρωίας σήμερον αἱ ἀρμόδιαι ἀρχαί ἀνεκοίνωσαν ὅτι αἱ συνομιλίαι θά συνεχισθοῦν κατά τάς προσεχεῖς ἡμέρας. Ὁ ἀντιπρόσωπος τῆς κυβερνήσεως ἐδήλωσεν ὅτι τό ζήτημα θά ἐξετασθῆ μετά προσοχῆς καί ὅτι αἱ ἀποφάσεις θά ληφθοῦν ἐν καιρῷ. Κατά τάς ἀνακοινώσεις τῶν πρακτορείων, ἡ κατάστασις παραμένει ἀμετάβλητος καί αἱ διαπραγματεύσεις διεξάγονται ἐν πνεύματι συνεργασίας. Ἐκ τῶν πληροφοριῶν προκύπτει ὅτι αἱ συσκέψεις θά ἐπαναληφθοῦν μετ' ὀλίγας ἡμέρας εἰς τήν πρωτεύουσαν. <box>363 2238 538 2394</box>
section-heading: ΔΩΡΕΑ ΑΕΡΟΘΕΡΑΠΕΙΑΣ ΕΙΣ ΣΥΝΤΑΞΙΟΥΧΟΥΣ ΤΟΥ ΙΚΑ <box>377 2211 524 2234</box>
article-body: Ἀπό τῆς πρωίας σήμερον αἱ ἀρμόδιαι ἀρχαί ἀνεκοίνωσαν ὅτι αἱ συνομιλίαι θά συνεχισθοῦν κατά τάς προσεχεῖς ἡμέρας. Ὁ ἀντιπρόσωπος τῆς κυβερνήσεως ἐδήλωσεν ὅτι τό ζήτημα θά ἐξετασθῆ μετά προσοχῆς καί ὅτι αἱ ἀποφάσεις θά ληφθοῦν ἐν καιρῷ. Κατά τάς ἀνακοινώσεις τῶν πρακτορείων, ἡ κατάστασις παραμένει ἀμετάβλητος καί αἱ διαπραγματεύσεις διεξάγονται ἐν πνεύματι συνεργασίας. Ἐκ τῶν πληροφοριῶν προκύπτει ὅτι αἱ συσκέψεις θά ἐπαναληφθοῦν μετ' ὀλίγας ἡμέρας εἰς τήν πρωτεύουσαν. <box>1040 1022 1371 1111</box>
article-body: Ἀπό τῆς πρωίας σήμερον αἱ ἀρμόδιαι ἀρχαί ἀνεκοίνωσαν ὅτι αἱ συνομιλίαι θά συνεχισθοῦν κατά τάς προσεχεῖς ἡμέρας. Ὁ ἀντιπρόσωπος τῆς κυβερνήσεως ἐδήλωσεν ὅτι τό ζήτημα θά ἐξετασθῆ μετά προσοχῆς καί ὅτι αἱ ἀποφάσεις θά ληφθοῦν ἐν καιρῷ. Κατά τάς ἀνακοινώσεις τῶν πρακτορείων, ἡ κατάστασις παραμένει ἀμετάβλητος καί αἱ διαπραγματεύσεις διεξάγονται ἐν πνεύματι συνεργασίας. Ἐκ τῶν πληροφοριῶν προκύπτει ὅτι αἱ συσκέψεις θά ἐπαναληφθοῦν μετ' ὀλίγας ἡμέρας εἰς τήν πρωτεύουσαν. <box>550 1215 783 1335</box>
section-heading: Η ΝΕΑ ΔΙΟΙΚΗΣΙΣ ΤΗΣ ΔΙΕΘΝΟΥΣ ΤΩΝ ΣΟΣΙΑΛΙΣΤΩΝ <box>367 874 534 899</box>
section-heading-kedeia: ΚΗΔΕΙΑ <box>423 2400 478 2416</box>
article-body: Ἀπό τῆς πρωίας σήμερον αἱ ἀρμόδιαι ἀρχαί ἀνεκοίνωσαν ὅτι αἱ συνομιλίαι θά συνεχισθοῦν κατά τάς προσεχεῖς ἡμέρας. Ὁ ἀντιπρόσωπος τῆς κυβερνήσεως ἐδήλωσεν ὅτι τό ζήτημα θά ἐξετασθῆ μετά προσοχῆς καί ὅτι αἱ ἀποφάσεις θά ληφθοῦν ἐν καιρῷ. Κατά τάς ἀνακοινώσεις τῶν πρακτορείων, ἡ κατάστασις παραμένει ἀμετάβλητος καί αἱ διαπραγματεύσεις διεξάγονται ἐν πνεύματι συνεργασίας. Ἐκ τῶν πληροφοριῶν προκύπτει ὅτι αἱ συσκέψεις θά ἐπαναληφθοῦν μετ' ὀλίγας ἡμέρας εἰς τήν πρωτεύουσαν. <box>1040 1410 1371 1499</box>
article-body: Ἀπό τῆς πρωίας σήμερον αἱ ἀρμόδιαι ἀρχαί ἀνεκοίνωσαν ὅτι αἱ συνομιλίαι θά συνεχισθοῦν κατά τάς προσεχεῖς ἡμέρας. Ὁ ἀντιπρόσωπος τῆς κυβερνήσεως ἐδήλωσεν ὅτι τό ζήτημα θά ἐξετασθῆ μετά προσοχῆς καί ὅτι αἱ ἀποφάσεις θά ληφθοῦν ἐν καιρῷ. Κατά τάς ἀνακοινώσεις τῶν πρακτορείων, ἡ κατάστασις παραμένει ἀμετάβλητος καί αἱ διαπραγματεύσεις διεξάγονται ἐν πνεύματι συνεργασίας. Ἐκ τῶν πληροφοριῶν προκύπτει ὅτι αἱ συσκέψεις θά ἐπαναληφθοῦν μετ' ὀλίγας ἡμέρας εἰς τήν πρωτεύουσαν. <box>550 877 783 997</box>
section-heading: ΕΠΤΑ ΘΑΝΑΤΟΙ ΕΙΣ ΙΤΑΛΙΑΝ <box>1128 369 1284 381</box>
article-body: Ἀπό τῆς πρωίας σήμερον αἱ ἀρμόδιαι ἀρχαί ἀνεκοίνωσαν ὅτι αἱ συνομιλίαι θά συνεχισθοῦν κατά τάς προσεχεῖς ἡμέρας. Ὁ ἀντιπρόσωπος τῆς κυβερνήσεως ἐδήλωσεν ὅτι τό ζήτημα θά ἐξετασθῆ μετά προσοχῆς καί ὅτι αἱ ἀποφάσεις θά ληφθοῦν ἐν καιρῷ. Κατά τάς ἀνακοινώσεις τῶν πρακτορείων, ἡ κατάστασις παραμένει ἀμετάβλητος καί αἱ διαπραγματεύσεις διεξάγονται ἐν πνεύματι συνεργασίας. Ἐκ τῶν πληροφοριῶν προκύπτει ὅτι αἱ συσκέψεις θά ἐπαναληφθοῦν μετ' ὀλίγας ἡμέρας εἰς τήν πρωτεύουσαν. <box>13 1813 351 1920</box>
article-body: Ἀπό τῆς πρωίας σήμερον αἱ ἀρμόδιαι ἀρχαί ἀνεκοίνωσαν ὅτι αἱ συνομιλίαι θά συνεχισθοῦν κατά τάς προσεχεῖς ἡμέρας. Ὁ ἀντιπρόσωπος τῆς κυβερνήσεως ἐδήλωσεν ὅτι τό ζήτημα θά ἐξετασθῆ μετά προσοχῆς καί ὅτι αἱ ἀποφάσεις θά ληφθοῦν ἐν καιρῷ. Κατά τάς ἀνακοινώσεις τῶν πρακτορείων, ἡ κατάστασις παραμένει ἀμετάβλητος καί αἱ διαπραγματεύσεις διεξάγονται ἐν πνεύματι συνεργασίας. Ἐκ τῶν πληροφοριῶν προκύπτει ὅτι αἱ συσκέψεις θά ἐπαναληφθοῦν μετ' ὀλίγας ἡμέρας εἰς τήν πρωτεύουσαν. <box>1040 1189 1371 1278</box>
article-body: ΠΑΡΙΣΙΟΙ, 5. (Ασσ. Πρές). Ουδεμία πρέπει να αναμένεται μεταβολή της σοβιετικής εξωτερικής πολιτικής ως αποτέλεσμα των εκκαθαρίσεων αι οποίαι ανηγγέλθησαν εις την Μόσχαν. Οι παρατηρηταί εκτιμούν ότι η κυβέρνησις του Κρεμλίνου θα συνεχίση την ιδίαν γραμμήν. Ἀπό τῆς πρωίας σήμερον αἱ ἀρμόδιαι ἀρχαί ἀνεκοίνωσαν ὅτι αἱ συνομιλίαι θά συνεχισθοῦν κατά τάς προσεχεῖς ἡμέρας. Ὁ ἀντιπρόσωπος τῆς κυβερνήσεως ἐδήλωσεν ὅτι τό ζήτημα θά ἐξετασθῆ μετά προσοχῆς καί ὅτι αἱ ἀποφάσεις θά ληφθοῦν ἐν καιρῷ. Κατά τάς ἀνακοινώσεις τῶν πρακτορείων, ἡ κατάστασις παραμένει ἀμετάβλητος καί αἱ διαπραγματεύσεις διεξάγονται ἐν πνεύματι συνεργασίας. Ἐκ τῶν πληροφοριῶν προκύπτει ὅτι αἱ συσκέψεις θά ἐπαναληφθοῦν μετ' ὀλίγας ἡμέρας εἰς τήν πρωτεύουσαν. <box>550 127 784 307</box>
article-body: Ἀπό τῆς πρωίας σήμερον αἱ ἀρμόδιαι ἀρχαί ἀνεκοίνωσαν ὅτι αἱ συνομιλίαι θά συνεχισθοῦν κατά τάς προσεχεῖς ἡμέρας. Ὁ ἀντιπρόσωπος τῆς κυβερνήσεως ἐδήλωσεν ὅτι τό ζήτημα θά ἐξετασθῆ μετά προσοχῆς καί ὅτι αἱ ἀποφάσεις θά ληφθοῦν ἐν καιρῷ. Κατά τάς ἀνακοινώσεις τῶν πρακτορείων, ἡ κατάστασις παραμένει ἀμετάβλητος καί αἱ διαπραγματεύσεις διεξάγονται ἐν πνεύματι συνεργασίας. Ἐκ τῶν πληροφοριῶν προκύπτει ὅτι αἱ συσκέψεις θά ἐπαναληφθοῦν μετ' ὀλίγας ἡμέρας εἰς τήν πρωτεύουσαν. <box>1040 1632 1371 1720</box>
article-body: Ἀπό τῆς πρωίας σήμερον αἱ ἀρμόδιαι ἀρχαί ἀνεκοίνωσαν ὅτι αἱ συνομιλίαι θά συνεχισθοῦν κατά τάς προσεχεῖς ἡμέρας. Ὁ ἀντιπρόσωπος τῆς κυβερνήσεως ἐδήλωσεν ὅτι τό ζήτημα θά ἐξετασθῆ μετά προσοχῆς καί ὅτι αἱ ἀποφάσεις θά ληφθοῦν ἐν καιρῷ. Κατά τάς ἀνακοινώσεις τῶν πρακτορείων, ἡ κατάστασις παραμένει ἀμετάβλητος καί αἱ διαπραγματεύσεις διεξάγονται ἐν πνεύματι συνεργασίας. Ἐκ τῶν πληροφοριῶν προκύπτει ὅτι αἱ συσκέψεις θά ἐπαναληφθοῦν μετ' ὀλίγας ἡμέρας εἰς τήν πρωτεύουσαν. <box>13 990 351 1097</box>
section-heading: Η ΑΤΟΜΙΚΗ ΕΝΕΡΓΕΙΑ <box>1147 1395 1265 1407</box>
subheadline-earthquake: ΑΛΗΘΗΣ ΣΕΙΣΜΟΣ ΗΚΟΛΟΥΘΗΣΕ ΤΗΝ ΕΚΡΗΞΙΝ <box>42 169 322 203</box>
boxed-article-wedding: ΕΤΕΛΕΣΘΗΣΑΝ ΟΙ ΓΑΜΟΙ ΤΟΥ ΠΡΙΓΚΗΠΟΣ ΤΗΣ ΟΛΛΑΝΔΙΑΣ ΚΑΙ ΤΗΣ ΜΑΡΙΑΣ - ΤΕΡΕΖΑΣ ΤΗΣ ΒΥΡΤΕΜΒΕΡΓΗΣ <box>548 1004 785 1068</box>
section-heading: Ο ΥΠΟΥΡΓΟΣ ΕΡΓΑΣΙΑΣ ΔΙΑ ΤΗΝ ΠΕΡΙΘΑΛΨΙΝ ΕΙΣ ΤΟ Ι.Κ.Α. <box>364 1448 537 1473</box>
section-heading: Ο ΑΦΟΠΛΙΣΜΟΣ <box>1163 1616 1249 1629</box>
article-body: Ἀπό τῆς πρωίας σήμερον αἱ ἀρμόδιαι ἀρχαί ἀνεκοίνωσαν ὅτι αἱ συνομιλίαι θά συνεχισθοῦν κατά τάς προσεχεῖς ἡμέρας. Ὁ ἀντιπρόσωπος τῆς κυβερνήσεως ἐδήλωσεν ὅτι τό ζήτημα θά ἐξετασθῆ μετά προσοχῆς καί ὅτι αἱ ἀποφάσεις θά ληφθοῦν ἐν καιρῷ. Κατά τάς ἀνακοινώσεις τῶν πρακτορείων, ἡ κατάστασις παραμένει ἀμετάβλητος καί αἱ διαπραγματεύσεις διεξάγονται ἐν πνεύματι συνεργασίας. Ἐκ τῶν πληροφοριῶν προκύπτει ὅτι αἱ συσκέψεις θά ἐπαναληφθοῦν μετ' ὀλίγας ἡμέρας εἰς τήν πρωτεύουσαν. <box>363 1668 538 1824</box>
section-heading: Η ΝΕΑ ΥΟΡΚΗ <box>627 576 707 589</box>
article-body: Ἀπό τῆς πρωίας σήμερον αἱ ἀρμόδιαι ἀρχαί ἀνεκοίνωσαν ὅτι αἱ συνομιλίαι θά συνεχισθοῦν κατά τάς προσεχεῖς ἡμέρας. Ὁ ἀντιπρόσωπος τῆς κυβερνήσεως ἐδήλωσεν ὅτι τό ζήτημα θά ἐξετασθῆ μετά προσοχῆς καί ὅτι αἱ ἀποφάσεις θά ληφθοῦν ἐν καιρῷ. Κατά τάς ἀνακοινώσεις τῶν πρακτορείων, ἡ κατάστασις παραμένει ἀμετάβλητος καί αἱ διαπραγματεύσεις διεξάγονται ἐν πνεύματι συνεργασίας. Ἐκ τῶν πληροφοριῶν προκύπτει ὅτι αἱ συσκέψεις θά ἐπαναληφθοῦν μετ' ὀλίγας ἡμέρας εἰς τήν πρωτεύουσαν. <box>795 817 1028 937</box>
section-heading: ΕΙΣ ΤΟ ΠΡΟΣΚΗΝΙΟΝ Ο ΖΗΣΤΕΝΕΝ <box>814 801 1008 813</box>
article-body: Ἀπό τῆς πρωίας σήμερον αἱ ἀρμόδιαι ἀρχαί ἀνεκοίνωσαν ὅτι αἱ συνομιλίαι θά συνεχισθοῦν κατά τάς προσεχεῖς ἡμέρας. Ὁ ἀντιπρόσωπος τῆς κυβερνήσεως ἐδήλωσεν ὅτι τό ζήτημα θά ἐξετασθῆ μετά προσοχῆς καί ὅτι αἱ ἀποφάσεις θά ληφθοῦν ἐν καιρῷ. Κατά τάς ἀνακοινώσεις τῶν πρακτορείων, ἡ κατάστασις παραμένει ἀμετάβλητος καί αἱ διαπραγματεύσεις διεξάγονται ἐν πνεύματι συνεργασίας. Ἐκ τῶν πληροφοριῶν προκύπτει ὅτι αἱ συσκέψεις θά ἐπαναληφθοῦν μετ' ὀλίγας ἡμέρας εἰς τήν πρωτεύουσαν. <box>1040 274 1371 362</box>
article-body: Ἀπό τῆς πρωίας σήμερον αἱ ἀρμόδιαι ἀρχαί ἀνεκοίνωσαν ὅτι αἱ συνομιλίαι θά συνεχισθοῦν κατά τάς προσεχεῖς ἡμέρας. Ὁ ἀντιπρόσωπος τῆς κυβερνήσεως ἐδήλωσεν ὅτι τό ζήτημα θά ἐξετασθῆ μετά προσοχῆς καί ὅτι αἱ ἀποφάσεις θά ληφθοῦν ἐν καιρῷ. Κατά τάς ἀνακοινώσεις τῶν πρακτορείων, ἡ κατάστασις παραμένει ἀμετάβλητος καί αἱ διαπραγματεύσεις διεξάγονται ἐν πνεύματι συνεργασίας. Ἐκ τῶν πληροφοριῶν προκύπτει ὅτι αἱ συσκέψεις θά ἐπαναληφθοῦν μετ' ὀλίγας ἡμέρας εἰς τήν πρωτεύουσαν. <box>1040 529 1371 618</box>
article-body: Ἀπό τῆς πρωίας σήμερον αἱ ἀρμόδιαι ἀρχαί ἀνεκοίνωσαν ὅτι αἱ συνομιλίαι θά συνεχισθοῦν κατά τάς προσεχεῖς ἡμέρας. Ὁ ἀντιπρόσωπος τῆς κυβερνήσεως ἐδήλωσεν ὅτι τό ζήτημα θά ἐξετασθῆ μετά προσοχῆς καί ὅτι αἱ ἀποφάσεις θά ληφθοῦν ἐν καιρῷ. Κατά τάς ἀνακοινώσεις τῶν πρακτορείων, ἡ κατάστασις παραμένει ἀμετάβλητος καί αἱ διαπραγματεύσεις διεξάγονται ἐν πνεύματι συνεργασίας. Ἐκ τῶν πληροφοριῶν προκύπτει ὅτι αἱ συσκέψεις θά ἐπαναληφθοῦν μετ' ὀλίγας ἡμέρας εἰς τήν πρωτεύουσαν. <box>795 532 1028 652</box>
article-body: Ἀπό τῆς πρωίας σήμερον αἱ ἀρμόδιαι ἀρχαί ἀνεκοίνωσαν ὅτι αἱ συνομιλίαι θά συνεχισθοῦν κατά τάς προσεχεῖς ἡμέρας. Ὁ ἀντιπρόσωπος τῆς κυβερνήσεως ἐδήλωσεν ὅτι τό ζήτημα θά ἐξετασθῆ μετά προσοχῆς καί ὅτι αἱ ἀποφάσεις θά ληφθοῦν ἐν καιρῷ. Κατά τάς ἀνακοινώσεις τῶν πρακτορείων, ἡ κατάστασις παραμένει ἀμετάβλητος καί αἱ διαπραγματεύσεις διεξάγονται ἐν πνεύματι συνεργασίας. Ἐκ τῶν πληροφοριῶν προκύπτει ὅτι αἱ συσκέψεις θά ἐπαναληφθοῦν μετ' ὀλίγας ἡμέρας εἰς τήν πρωτεύουσαν. <box>1040 1521 1371 1610</box>
article-body: Ἀπό τῆς πρωίας σήμερον αἱ ἀρμόδιαι ἀρχαί ἀνεκοίνωσαν ὅτι αἱ συνομιλίαι θά συνεχισθοῦν κατά τάς προσεχεῖς ἡμέρας. Ὁ ἀντιπρόσωπος τῆς κυβερνήσεως ἐδήλωσεν ὅτι τό ζήτημα θά ἐξετασθῆ μετά προσοχῆς καί ὅτι αἱ ἀποφάσεις θά ληφθοῦν ἐν καιρῷ. Κατά τάς ἀνακοινώσεις τῶν πρακτορείων, ἡ κατάστασις παραμένει ἀμετάβλητος καί αἱ διαπραγματεύσεις διεξάγονται ἐν πνεύματι συνεργασίας. Ἐκ τῶν πληροφοριῶν προκύπτει ὅτι αἱ συσκέψεις θά ἐπαναληφθοῦν μετ' ὀλίγας ἡμέρας εἰς τήν πρωτεύουσαν. <box>1040 1300 1371 1388</box>
subheadline-court: Θά παραπεμφθή προσεχώς ενώπιον του στρατοδικείου <box>1060 69 1351 84</box>
article-body: Ἀπό τῆς πρωίας σήμερον αἱ ἀρμόδιαι ἀρχαί ἀνεκοίνωσαν ὅτι αἱ συνομιλίαι θά συνεχισθοῦν κατά τάς προσεχεῖς ἡμέρας. Ὁ ἀντιπρόσωπος τῆς κυβερνήσεως ἐδήλωσεν ὅτι τό ζήτημα θά ἐξετασθῆ μετά προσοχῆς καί ὅτι αἱ ἀποφάσεις θά ληφθοῦν ἐν καιρῷ. Κατά τάς ἀνακοινώσεις τῶν πρακτορείων, ἡ κατάστασις παραμένει ἀμετάβλητος καί αἱ διαπραγματεύσεις διεξάγονται ἐν πνεύματι συνεργασίας. Ἐκ τῶν πληροφοριῶν προκύπτει ὅτι αἱ συσκέψεις θά ἐπαναληφθοῦν μετ' ὀλίγας ἡμέρας εἰς τήν πρωτεύουσαν. <box>550 1073 783 1192</box>
article-body: Ἀπό τῆς πρωίας σήμερον αἱ ἀρμόδιαι ἀρχαί ἀνεκοίνωσαν ὅτι αἱ συνομιλίαι θά συνεχισθοῦν κατά τάς προσεχεῖς ἡμέρας. Ὁ ἀντιπρόσωπος τῆς κυβερνήσεως ἐδήλωσεν ὅτι τό ζήτημα θά ἐξετασθῆ μετά προσοχῆς καί ὅτι αἱ ἀποφάσεις θά ληφθοῦν ἐν καιρῷ. Κατά τάς ἀνακοινώσεις τῶν πρακτορείων, ἡ κατάστασις παραμένει ἀμετάβλητος καί αἱ διαπραγματεύσεις διεξάγονται ἐν πνεύματι συνεργασίας. Ἐκ τῶν πληροφοριῶν προκύπτει ὅτι αἱ συσκέψεις θά ἐπαναληφθοῦν μετ' ὀλίγας ἡμέρας εἰς τήν πρωτεύουσαν. <box>13 1436 351 1543</box>
article-body: Ἀπό τῆς πρωίας σήμερον αἱ ἀρμόδιαι ἀρχαί ἀνεκοίνωσαν ὅτι αἱ συνομιλίαι θά συνεχισθοῦν κατά τάς προσεχεῖς ἡμέρας. Ὁ ἀντιπρόσωπος τῆς κυβερνήσεως ἐδήλωσεν ὅτι τό ζήτημα θά ἐξετασθῆ μετά προσοχῆς καί ὅτι αἱ ἀποφάσεις θά ληφθοῦν ἐν καιρῷ. Κατά τάς ἀνακοινώσεις τῶν πρακτορείων, ἡ κατάστασις παραμένει ἀμετάβλητος καί αἱ διαπραγματεύσεις διεξάγονται ἐν πνεύματι συνεργασίας. Ἐκ τῶν πληροφοριῶν προκύπτει ὅτι αἱ συσκέψεις θά ἐπαναληφθοῦν μετ' ὀλίγας ἡμέρας εἰς τήν πρωτεύουσαν. <box>363 1094 538 1250</box>
article-body: Ἀπό τῆς πρωίας σήμερον αἱ ἀρμόδιαι ἀρχαί ἀνεκοίνωσαν ὅτι αἱ συνομιλίαι θά συνεχισθοῦν κατά τάς προσεχεῖς ἡμέρας. Ὁ ἀντιπρόσωπος τῆς κυβερνήσεως ἐδήλωσεν ὅτι τό ζήτημα θά ἐξετασθῆ μετά προσοχῆς καί ὅτι αἱ ἀποφάσεις θά ληφθοῦν ἐν καιρῷ. Κατά τάς ἀνακοινώσεις τῶν πρακτορείων, ἡ κατάστασις παραμένει ἀμετάβλητος καί αἱ διαπραγματεύσεις διεξάγονται ἐν πνεύματι συνεργασίας. Ἐκ τῶν πληροφοριῶν προκύπτει ὅτι αἱ συσκέψεις θά ἐπαναληφθοῦν μετ' ὀλίγας ἡμέρας εἰς τήν πρωτεύουσαν. <box>363 2419 538 2575</box>
article-body: Ἀπό τῆς πρωίας σήμερον αἱ ἀρμόδιαι ἀρχαί ἀνεκοίνωσαν ὅτι αἱ συνομιλίαι θά συνεχισθοῦν κατά τάς προσεχεῖς ἡμέρας. Ὁ ἀντιπρόσωπος τῆς κυβερνήσεως ἐδήλωσεν ὅτι τό ζήτημα θά ἐξετασθῆ μετά προσοχῆς καί ὅτι αἱ ἀποφάσεις θά ληφθοῦν ἐν καιρῷ. Κατά τάς ἀνακοινώσεις τῶν πρακτορείων, ἡ κατάστασις παραμένει ἀμετάβλητος καί αἱ διαπραγματεύσεις διεξάγονται ἐν πνεύματι συνεργασίας. Ἐκ τῶν πληροφοριῶν προκύπτει ὅτι αἱ συσκέψεις θά ἐπαναληφθοῦν μετ' ὀλίγας ἡμέρας εἰς τήν πρωτεύουσαν. <box>1040 641 1371 730</box>
article-body: Ἀπό τῆς πρωίας σήμερον αἱ ἀρμόδιαι ἀρχαί ἀνεκοίνωσαν ὅτι αἱ συνομιλίαι θά συνεχισθοῦν κατά τάς προσεχεῖς ἡμέρας. Ὁ ἀντιπρόσωπος τῆς κυβερνήσεως ἐδήλωσεν ὅτι τό ζήτημα θά ἐξετασθῆ μετά προσοχῆς καί ὅτι αἱ ἀποφάσεις θά ληφθοῦν ἐν καιρῷ. Κατά τάς ἀνακοινώσεις τῶν πρακτορείων, ἡ κατάστασις παραμένει ἀμετάβλητος καί αἱ διαπραγματεύσεις διεξάγονται ἐν πνεύματι συνεργασίας. Ἐκ τῶν πληροφοριῶν προκύπτει ὅτι αἱ συσκέψεις θά ἐπαναληφθοῦν μετ' ὀλίγας ἡμέρας εἰς τήν πρωτεύουσαν. <box>363 1860 538 2016</box>
article-body: ΠΕΔΙΟΝ ΑΤΟΜΙΚΩΝ ΔΟΚΙΜΩΝ, Νεβάδα, 5. (Ασσοσ. Πρές). Τήν 4.40 π.μ. τοπικήν ώραν έπραγματοποιήθη ή ταχύτητε ή έκρηξις του ισχυροτέρου ατομικού όπλου τό οποίον έδοκιμάσθη ποτέ εις την περιοχήν. Η έκρηξις ήκούσθη εις απόστασιν πολλών χιλιομέτρων και το φως αυτής εφάνη εις το Λος Άντζελες και εις το Σαν Φραγκίσκον. Ἀπό τῆς πρωίας σήμερον αἱ ἀρμόδιαι ἀρχαί ἀνεκοίνωσαν ὅτι αἱ συνομιλίαι θά συνεχισθοῦν κατά τάς προσεχεῖς ἡμέρας. Ὁ ἀντιπρόσωπος τῆς κυβερνήσεως ἐδήλωσεν ὅτι τό ζήτημα θά ἐξετασθῆ μετά προσοχῆς καί ὅτι αἱ ἀποφάσεις θά ληφθοῦν ἐν καιρῷ. Κατά τάς ἀνακοινώσεις τῶν πρακτορείων, ἡ κατάστασις παραμένει ἀμετάβλητος καί αἱ διαπραγματεύσεις διεξάγονται ἐν πνεύματι συνεργασίας. Ἐκ τῶν πληροφοριῶν προκύπτει ὅτι αἱ συσκέψεις θά ἐπαναληφθοῦν μετ' ὀλίγας ἡμέρας εἰς τήν πρωτεύουσαν. <box>13 207 351 368</box>
section-heading: ΤΟ ΧΥΡΙΩΤΕΡΟΝ ΕΡΩΤΗΜΑ <box>589 861 744 874</box>
headline-pesmazoglou: ΕΠΡΟΤΑΘΗ ΟΠΩΣ Ο κ. ΠΕΣΜΑΖΟΓΛΟΥ ΜΕΤΑΦΕΡΗ ΒΑΣΙΛΙΚΟΝ ΜΗΝΥΜΑ ΠΡΟΣ ΤΟΝ ΤΣΕΛΑΛ ΜΠΑΓΙΑΡ ΑΛΛ' ΑΠΕΡΡΙΦΘΗ ΩΣ ΔΟΥΛΟΠΡΕΠΗΣ Η ΠΡΟΤΑΣΙΣ <box>19 750 344 819</box>
article-body: Ἀπό τῆς πρωίας σήμερον αἱ ἀρμόδιαι ἀρχαί ἀνεκοίνωσαν ὅτι αἱ συνομιλίαι θά συνεχισθοῦν κατά τάς προσεχεῖς ἡμέρας. Ὁ ἀντιπρόσωπος τῆς κυβερνήσεως ἐδήλωσεν ὅτι τό ζήτημα θά ἐξετασθῆ μετά προσοχῆς καί ὅτι αἱ ἀποφάσεις θά ληφθοῦν ἐν καιρῷ. Κατά τάς ἀνακοινώσεις τῶν πρακτορείων, ἡ κατάστασις παραμένει ἀμετάβλητος καί αἱ διαπραγματεύσεις διεξάγονται ἐν πνεύματι συνεργασίας. Ἐκ τῶν πληροφοριῶν προκύπτει ὅτι αἱ συσκέψεις θά ἐπαναληφθοῦν μετ' ὀλίγας ἡμέρας εἰς τήν πρωτεύουσαν. <box>363 711 538 867</box>
headline-usa-russia: ΣΥΜΦΩΝΙΑ ΗΠΑ ΚΑΙ ΡΩΣΣΙΑΣ ΔΙ' ΑΝΤΑΛΛΑΓΗΝ ΑΠΟΣΤΟΛΩΝ ΥΓΙΕΙΝΗΣ ΚΑΙ ΒΙΟΜΗΧΑΝΙΑΣ ΧΑΛΥΒΟΣ ΥΠΕΓΡΑΦΗ ΧΘΕΣ ΕΙΣ ΒΑΣΙΓΚΤΩΝ <box>11 1553 352 1622</box>
headline-nasser: ΔΥΟ ΑΔΕΛΦΟΙ ΤΟΥ ΝΑΣΣΕΡ ΕΞΕΛΕΓΗΣΑΝ <box>1040 741 1372 759</box>
column-4 <box>1038 10 1374 1988</box>
section-heading: ΣΗΜΕΡΟΝ Ο Κ. ΓΙΟΚΑΙ ΔΙΕΡΧΕΤΑΙ ΕΚ ΠΕΙΡΑΙΩΣ <box>817 1253 1005 1277</box>
section-heading: ΠΕΝΤΕ ΑΤΟΜΑ ΕΚΑΗΣΑΝ ΜΕ ΤΟ ΑΥΤΟΚΙΝΗΤΟΝ <box>28 1103 336 1118</box>
article-body: Ἀπό τῆς πρωίας σήμερον αἱ ἀρμόδιαι ἀρχαί ἀνεκοίνωσαν ὅτι αἱ συνομιλίαι θά συνεχισθοῦν κατά τάς προσεχεῖς ἡμέρας. Ὁ ἀντιπρόσωπος τῆς κυβερνήσεως ἐδήλωσεν ὅτι τό ζήτημα θά ἐξετασθῆ μετά προσοχῆς καί ὅτι αἱ ἀποφάσεις θά ληφθοῦν ἐν καιρῷ. Κατά τάς ἀνακοινώσεις τῶν πρακτορείων, ἡ κατάστασις παραμένει ἀμετάβλητος καί αἱ διαπραγματεύσεις διεξάγονται ἐν πνεύματι συνεργασίας. Ἐκ τῶν πληροφοριῶν προκύπτει ὅτι αἱ συσκέψεις θά ἐπαναληφθοῦν μετ' ὀλίγας ἡμέρας εἰς τήν πρωτεύουσαν. <box>795 1127 1028 1247</box>
section-heading: ΤΟ ΚΚ ΒΟΥΛΓΑΡΙΑΣ <box>856 516 967 528</box>
section-heading: ΤΟ Κ.Κ. ΤΣΕΧΟΣΛΟΒΑΚΙΑΣ <box>836 658 986 671</box>
subcolumn-b <box>792 127 1030 1401</box>
section-heading: ΗΡΧΙΣΑΝ ΝΑ ΦΘΑΝΟΥΝ ΑΙ ΚΑΛΛΟΝΑΙ ΕΙΣ ΤΟ ΛΟΓΚ ΜΗΤΣ <box>17 1779 346 1809</box>
article-body: Ἀπό τῆς πρωίας σήμερον αἱ ἀρμόδιαι ἀρχαί ἀνεκοίνωσαν ὅτι αἱ συνομιλίαι θά συνεχισθοῦν κατά τάς προσεχεῖς ἡμέρας. Ὁ ἀντιπρόσωπος τῆς κυβερνήσεως ἐδήλωσεν ὅτι τό ζήτημα θά ἐξετασθῆ μετά προσοχῆς καί ὅτι αἱ ἀποφάσεις θά ληφθοῦν ἐν καιρῷ. Κατά τάς ἀνακοινώσεις τῶν πρακτορείων, ἡ κατάστασις παραμένει ἀμετάβλητος καί αἱ διαπραγματεύσεις διεξάγονται ἐν πνεύματι συνεργασίας. Ἐκ τῶν πληροφοριῶν προκύπτει ὅτι αἱ συσκέψεις θά ἐπαναληφθοῦν μετ' ὀλίγας ἡμέρας εἰς τήν πρωτεύουσαν. <box>13 393 351 500</box>
